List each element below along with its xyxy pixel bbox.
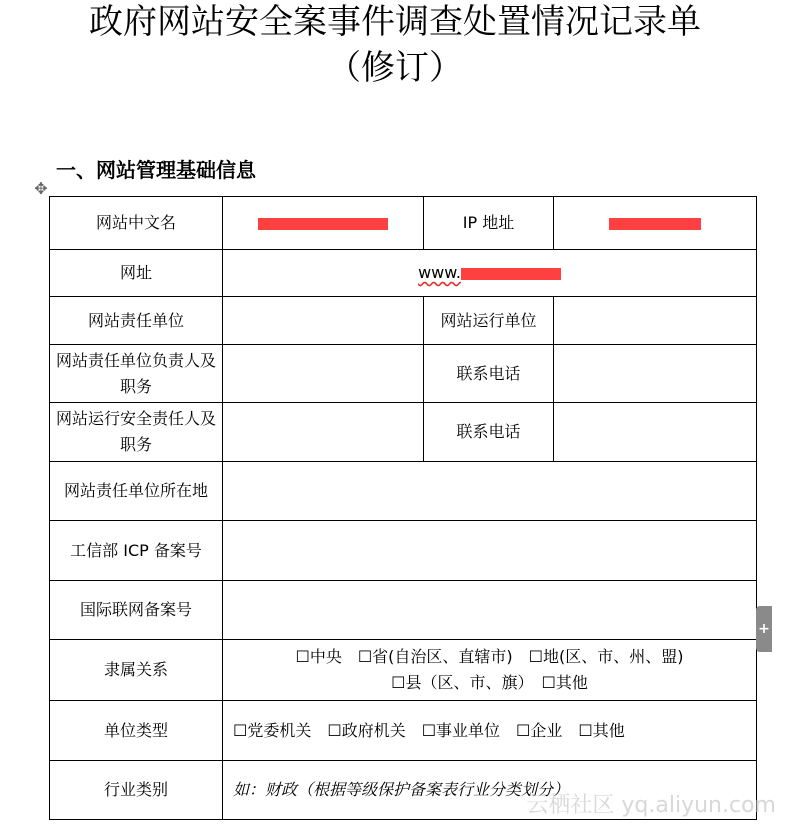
operating-unit-label: 网站运行单位 [424,297,554,345]
redacted-block [461,268,561,280]
ip-value [554,197,757,250]
intl-record-value[interactable] [223,581,757,640]
ip-label: IP 地址 [424,197,554,250]
affiliation-options-line2[interactable]: ☐县（区、市、旗） ☐其他 [391,673,588,692]
contact-phone-value-1[interactable] [554,345,757,403]
url-prefix: www. [418,263,461,282]
intl-record-label: 国际联网备案号 [50,581,223,640]
responsible-unit-label: 网站责任单位 [50,297,223,345]
plus-icon[interactable]: + [756,606,772,652]
move-cross-icon[interactable]: ✥ [34,179,48,198]
responsible-person-value[interactable] [223,345,424,403]
redacted-block [258,218,388,230]
watermark: 云栖社区 yq.aliyun.com [526,793,776,818]
icp-label: 工信部 ICP 备案号 [50,521,223,581]
unit-type-label: 单位类型 [50,701,223,761]
contact-phone-label-1: 联系电话 [424,345,554,403]
site-name-value [223,197,424,250]
contact-phone-label-2: 联系电话 [424,403,554,462]
industry-label: 行业类别 [50,761,223,820]
document-title-line1: 政府网站安全案事件调查处置情况记录单 [89,2,701,42]
icp-value[interactable] [223,521,757,581]
location-label: 网站责任单位所在地 [50,462,223,521]
responsible-unit-value[interactable] [223,297,424,345]
operating-unit-value[interactable] [554,297,757,345]
industry-hint[interactable]: 如：财政（根据等级保护备案表行业分类划分） [223,761,757,820]
location-value[interactable] [223,462,757,521]
affiliation-options[interactable] [223,640,757,701]
redacted-block [609,218,701,230]
unit-type-options[interactable]: ☐党委机关 ☐政府机关 ☐事业单位 ☐企业 ☐其他 [223,701,757,761]
contact-phone-value-2[interactable] [554,403,757,462]
responsible-person-label: 网站责任单位负责人及职务 [50,345,223,403]
affiliation-label: 隶属关系 [50,640,223,701]
info-table [49,196,757,820]
url-label: 网址 [50,250,223,297]
section-heading: 一、网站管理基础信息 [56,158,256,182]
security-person-value[interactable] [223,403,424,462]
affiliation-options-line1[interactable]: ☐中央 ☐省(自治区、直辖市) ☐地(区、市、州、盟) [295,647,684,666]
security-person-label: 网站运行安全责任人及职务 [50,403,223,462]
site-name-label: 网站中文名 [50,197,223,250]
document-title-line2: （修订） [327,48,463,88]
url-value [223,250,757,297]
